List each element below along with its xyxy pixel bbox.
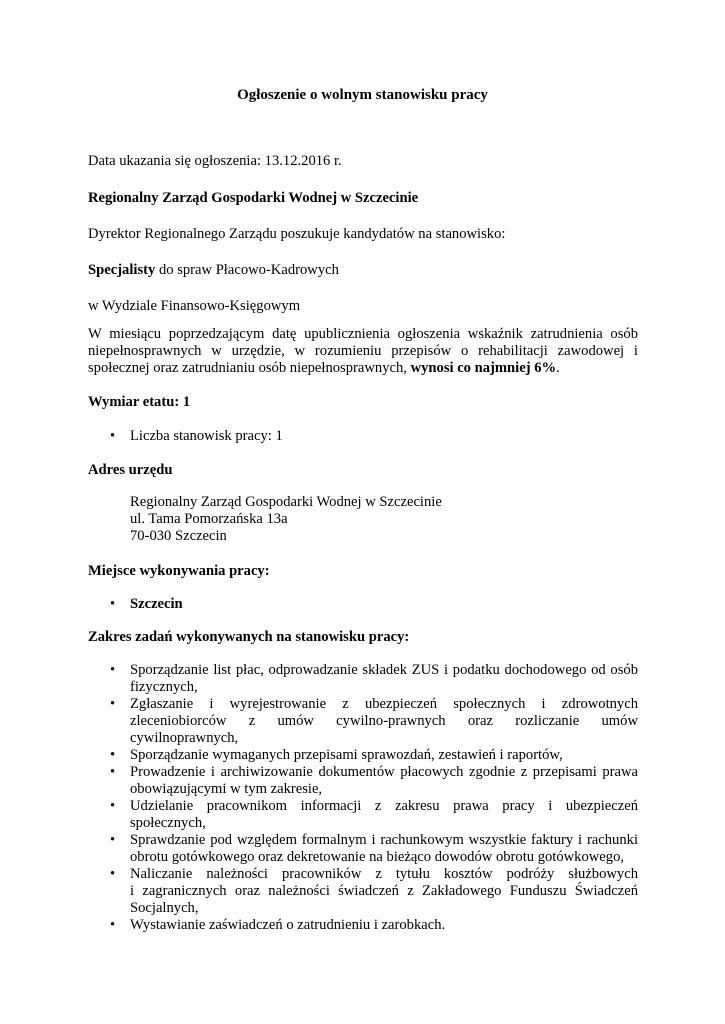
duty-item — [130, 832, 638, 866]
duty-line: Sporządzanie list płac, odprowadzanie składek ZUS i podatku dochodowego od osób — [130, 662, 638, 678]
duty-line: społecznych, — [130, 815, 206, 831]
duty-line: Udzielanie pracownikom informacji z zakresu prawa pracy i ubezpieczeń — [130, 798, 638, 814]
department-line: w Wydziale Finansowo-Księgowym — [88, 298, 301, 314]
page-title: Ogłoszenie o wolnym stanowisku pracy — [237, 87, 488, 103]
disability-ratio: wynosi co najmniej 6% — [410, 360, 557, 376]
workplace-heading: Miejsce wykonywania pracy: — [88, 563, 270, 579]
positions-count: Liczba stanowisk pracy: 1 — [130, 428, 283, 444]
duty-item — [130, 917, 638, 934]
duty-item — [130, 866, 638, 917]
duty-line: Socjalnych, — [130, 900, 199, 916]
duty-line: i zagranicznych oraz należności świadczeń z Zakładowego Funduszu Świadczeń — [130, 883, 638, 899]
duty-line: obowiązującymi w tym zakresie, — [130, 781, 323, 797]
position-title: Specjalisty — [88, 262, 156, 278]
address-line-1: Regionalny Zarząd Gospodarki Wodnej w Szczecinie — [130, 494, 442, 510]
disability-line-2: niepełnosprawnych w urzędzie, w rozumieniu przepisów o rehabilitacji zawodowej i — [88, 343, 638, 359]
disability-line-3 — [88, 360, 638, 377]
bullet-icon: • — [110, 764, 116, 780]
address-line-2: ul. Tama Pomorzańska 13a — [130, 511, 288, 527]
etat-heading: Wymiar etatu: 1 — [88, 394, 191, 410]
publication-date: Data ukazania się ogłoszenia: 13.12.2016 r. — [88, 153, 342, 169]
duty-item — [130, 798, 638, 832]
bullet-icon: • — [110, 696, 116, 712]
disability-line-3-end: . — [556, 360, 560, 376]
duty-line: Wystawianie zaświadczeń o zatrudnieniu i zarobkach. — [130, 917, 446, 933]
office-name: Regionalny Zarząd Gospodarki Wodnej w Szczecinie — [88, 190, 419, 206]
disability-paragraph — [88, 326, 638, 377]
duty-item — [130, 747, 638, 764]
duty-line: Zgłaszanie i wyrejestrowanie z ubezpieczeń społecznych i zdrowotnych — [130, 696, 638, 712]
director-line: Dyrektor Regionalnego Zarządu poszukuje kandydatów na stanowisko: — [88, 226, 506, 242]
bullet-icon: • — [110, 832, 116, 848]
duty-line: Naliczanie należności pracowników z tytułu kosztów podróży służbowych — [130, 866, 638, 882]
address-line-3: 70-030 Szczecin — [130, 528, 227, 544]
duty-line: obrotu gotówkowego oraz dekretowanie na bieżąco dowodów obrotu gotówkowego, — [130, 849, 625, 865]
bullet-icon: • — [110, 747, 116, 763]
duty-line: cywilnoprawnych, — [130, 730, 239, 746]
position-line — [88, 262, 638, 279]
bullet-icon: • — [110, 596, 116, 612]
duty-line: Sporządzanie wymaganych przepisami sprawozdań, zestawień i raportów, — [130, 747, 563, 763]
bullet-icon: • — [110, 798, 116, 814]
duty-item — [130, 662, 638, 696]
address-heading: Adres urzędu — [88, 462, 173, 478]
bullet-icon: • — [110, 662, 116, 678]
duty-line: Prowadzenie i archiwizowanie dokumentów płacowych zgodnie z przepisami prawa — [130, 764, 638, 780]
disability-line-3-text: społecznej oraz zatrudnianiu osób niepełnosprawnych, — [88, 360, 411, 376]
duty-line: Sprawdzanie pod względem formalnym i rachunkowym wszystkie faktury i rachunki — [130, 832, 638, 848]
disability-line-1: W miesiącu poprzedzającym datę upublicznienia ogłoszenia wskaźnik zatrudnienia osób — [88, 326, 638, 342]
bullet-icon: • — [110, 866, 116, 882]
position-rest: do spraw Płacowo-Kadrowych — [155, 262, 339, 278]
duty-line: zleceniobiorców z umów cywilno-prawnych oraz rozliczanie umów — [130, 713, 638, 729]
duty-item — [130, 696, 638, 747]
duties-heading: Zakres zadań wykonywanych na stanowisku pracy: — [88, 629, 410, 645]
workplace-item: Szczecin — [130, 596, 183, 612]
bullet-icon: • — [110, 917, 116, 933]
bullet-icon: • — [110, 428, 116, 444]
duty-line: fizycznych, — [130, 679, 198, 695]
duty-item — [130, 764, 638, 798]
address-block — [130, 494, 442, 545]
